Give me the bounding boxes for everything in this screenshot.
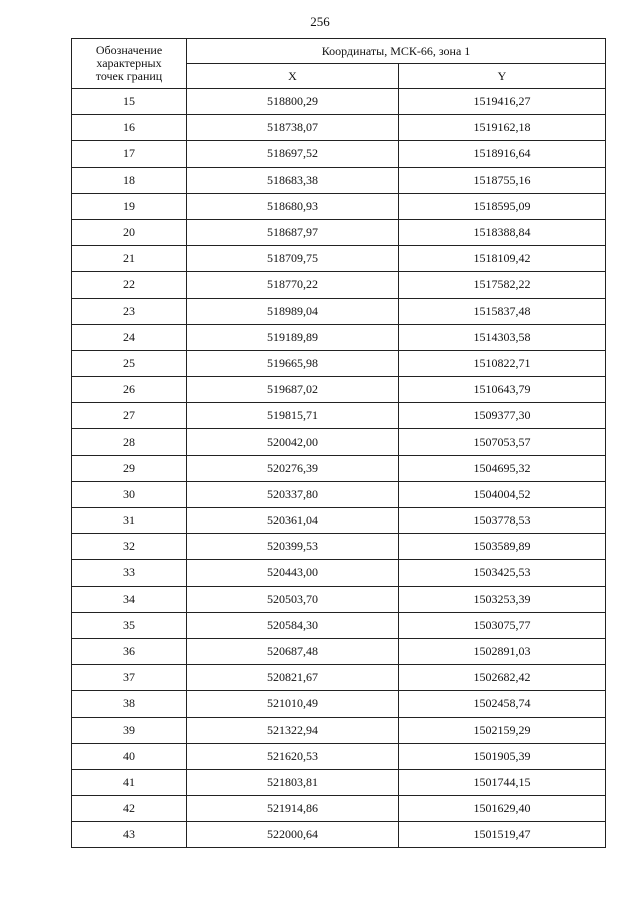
table-row — [72, 822, 606, 848]
table-row — [72, 89, 606, 115]
y-cell: 1519416,27 — [399, 89, 606, 115]
y-cell: 1519162,18 — [399, 115, 606, 141]
y-cell: 1501905,39 — [399, 743, 606, 769]
table-row — [72, 350, 606, 376]
table-row — [72, 586, 606, 612]
y-cell: 1501519,47 — [399, 822, 606, 848]
x-cell: 521322,94 — [187, 717, 399, 743]
x-cell: 520503,70 — [187, 586, 399, 612]
y-cell: 1503253,39 — [399, 586, 606, 612]
point-column-header — [72, 39, 187, 89]
table-body — [72, 89, 606, 848]
x-cell: 519189,89 — [187, 324, 399, 350]
point-cell: 19 — [72, 193, 187, 219]
x-cell: 520042,00 — [187, 429, 399, 455]
x-cell: 521620,53 — [187, 743, 399, 769]
x-cell: 518683,38 — [187, 167, 399, 193]
table-row — [72, 717, 606, 743]
point-cell: 21 — [72, 246, 187, 272]
x-cell: 518800,29 — [187, 89, 399, 115]
point-cell: 32 — [72, 534, 187, 560]
table-row — [72, 246, 606, 272]
table-row — [72, 141, 606, 167]
point-cell: 31 — [72, 508, 187, 534]
table-row — [72, 508, 606, 534]
y-cell: 1503589,89 — [399, 534, 606, 560]
point-cell: 38 — [72, 691, 187, 717]
y-cell: 1504004,52 — [399, 481, 606, 507]
coordinates-group-header: Координаты, МСК-66, зона 1 — [187, 39, 606, 64]
point-cell: 29 — [72, 455, 187, 481]
y-cell: 1501629,40 — [399, 796, 606, 822]
table-row — [72, 167, 606, 193]
x-cell: 518770,22 — [187, 272, 399, 298]
point-cell: 26 — [72, 377, 187, 403]
y-cell: 1515837,48 — [399, 298, 606, 324]
table-row — [72, 638, 606, 664]
point-cell: 16 — [72, 115, 187, 141]
x-column-header: X — [187, 64, 399, 89]
coordinates-table — [71, 38, 606, 848]
table-row — [72, 691, 606, 717]
y-cell: 1503425,53 — [399, 560, 606, 586]
y-cell: 1503778,53 — [399, 508, 606, 534]
point-header-line-1: Обозначение — [95, 43, 163, 57]
table-row — [72, 429, 606, 455]
point-cell: 24 — [72, 324, 187, 350]
point-cell: 36 — [72, 638, 187, 664]
point-cell: 15 — [72, 89, 187, 115]
x-cell: 521914,86 — [187, 796, 399, 822]
x-cell: 521010,49 — [187, 691, 399, 717]
table-row — [72, 115, 606, 141]
table-row — [72, 560, 606, 586]
x-cell: 520584,30 — [187, 612, 399, 638]
x-cell: 518989,04 — [187, 298, 399, 324]
table-row — [72, 743, 606, 769]
point-header-line-2: характерных — [96, 56, 162, 70]
point-cell: 40 — [72, 743, 187, 769]
point-cell: 27 — [72, 403, 187, 429]
point-cell: 37 — [72, 665, 187, 691]
table-row — [72, 769, 606, 795]
y-cell: 1502682,42 — [399, 665, 606, 691]
point-cell: 18 — [72, 167, 187, 193]
x-cell: 518680,93 — [187, 193, 399, 219]
table-row — [72, 665, 606, 691]
x-cell: 520687,48 — [187, 638, 399, 664]
y-cell: 1504695,32 — [399, 455, 606, 481]
point-cell: 30 — [72, 481, 187, 507]
x-cell: 519665,98 — [187, 350, 399, 376]
x-cell: 520399,53 — [187, 534, 399, 560]
x-cell: 518738,07 — [187, 115, 399, 141]
point-cell: 42 — [72, 796, 187, 822]
point-cell: 41 — [72, 769, 187, 795]
point-cell: 20 — [72, 219, 187, 245]
point-cell: 33 — [72, 560, 187, 586]
x-cell: 519815,71 — [187, 403, 399, 429]
y-cell: 1518755,16 — [399, 167, 606, 193]
table-row — [72, 403, 606, 429]
x-cell: 520821,67 — [187, 665, 399, 691]
y-cell: 1510822,71 — [399, 350, 606, 376]
table-row — [72, 481, 606, 507]
table-row — [72, 219, 606, 245]
x-cell: 520443,00 — [187, 560, 399, 586]
y-cell: 1509377,30 — [399, 403, 606, 429]
point-cell: 39 — [72, 717, 187, 743]
x-cell: 521803,81 — [187, 769, 399, 795]
point-cell: 22 — [72, 272, 187, 298]
point-cell: 35 — [72, 612, 187, 638]
table-row — [72, 298, 606, 324]
x-cell: 520276,39 — [187, 455, 399, 481]
point-cell: 34 — [72, 586, 187, 612]
y-cell: 1518595,09 — [399, 193, 606, 219]
table-row — [72, 193, 606, 219]
y-cell: 1502159,29 — [399, 717, 606, 743]
x-cell: 520361,04 — [187, 508, 399, 534]
table-row — [72, 272, 606, 298]
table-header — [72, 39, 606, 89]
y-cell: 1502458,74 — [399, 691, 606, 717]
point-cell: 23 — [72, 298, 187, 324]
point-cell: 25 — [72, 350, 187, 376]
y-cell: 1503075,77 — [399, 612, 606, 638]
table-row — [72, 796, 606, 822]
y-cell: 1502891,03 — [399, 638, 606, 664]
y-cell: 1518916,64 — [399, 141, 606, 167]
table-row — [72, 324, 606, 350]
page-number: 256 — [310, 14, 330, 29]
point-cell: 43 — [72, 822, 187, 848]
x-cell: 518687,97 — [187, 219, 399, 245]
x-cell: 518697,52 — [187, 141, 399, 167]
x-cell: 520337,80 — [187, 481, 399, 507]
point-header-line-3: точек границ — [95, 69, 163, 83]
table-row — [72, 377, 606, 403]
x-cell: 518709,75 — [187, 246, 399, 272]
table-row — [72, 455, 606, 481]
y-cell: 1510643,79 — [399, 377, 606, 403]
table-row — [72, 612, 606, 638]
y-cell: 1507053,57 — [399, 429, 606, 455]
y-cell: 1517582,22 — [399, 272, 606, 298]
y-cell: 1518388,84 — [399, 219, 606, 245]
point-cell: 28 — [72, 429, 187, 455]
x-cell: 522000,64 — [187, 822, 399, 848]
y-cell: 1514303,58 — [399, 324, 606, 350]
y-column-header: Y — [399, 64, 606, 89]
y-cell: 1518109,42 — [399, 246, 606, 272]
x-cell: 519687,02 — [187, 377, 399, 403]
y-cell: 1501744,15 — [399, 769, 606, 795]
table-row — [72, 534, 606, 560]
point-cell: 17 — [72, 141, 187, 167]
